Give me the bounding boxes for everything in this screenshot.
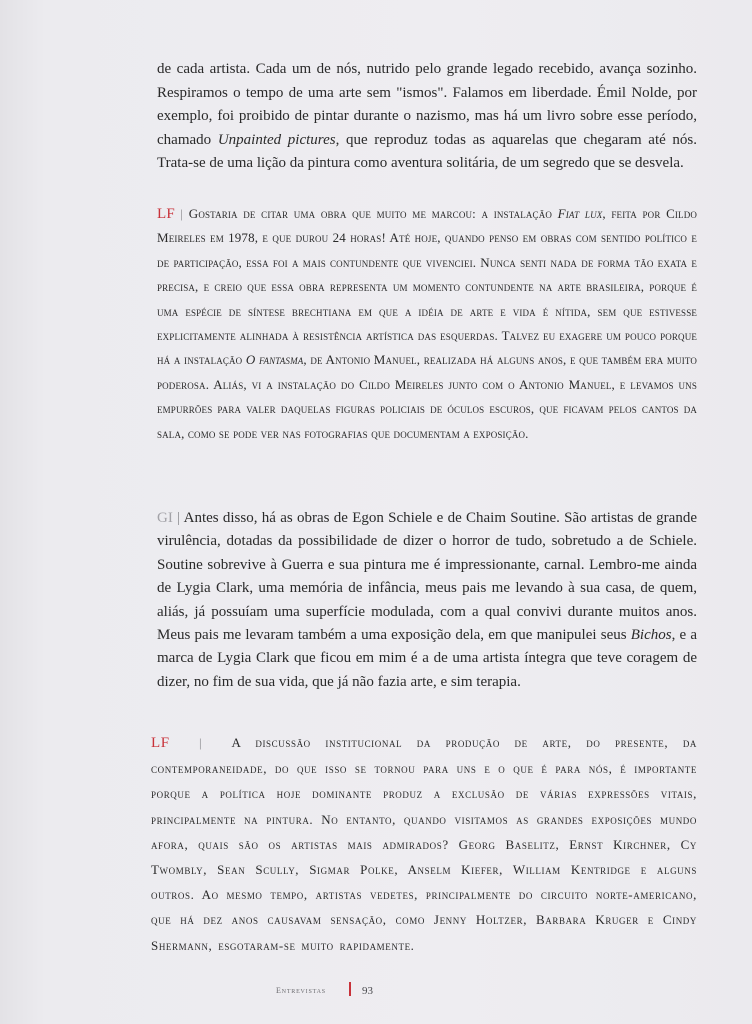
speaker-label-lf: LF	[157, 206, 175, 222]
paragraph-lf-1	[157, 202, 697, 446]
work-title-bichos: Bichos	[630, 627, 672, 644]
paragraph-continuation	[157, 58, 697, 176]
speaker-label-lf: LF	[151, 735, 170, 751]
paragraph-1-text: de cada artista. Cada um de nós, nutrido pelo grande legado recebido, avança sozinho. Respiramos o tempo de uma arte sem "ismos". Falamos em liberdade. Émil Nolde, por exemplo, foi proibido de pintar durante o nazismo, mas há um livro sobre esse período, chamado	[157, 61, 697, 148]
paragraph-1-text-end: , que reproduz todas as aquarelas que chegaram até nós. Trata-se de uma lição da pintura como aventura solitária, de um segredo que se desvela.	[157, 131, 698, 172]
paragraph-4-text: A discussão institucional da produção de arte, do presente, da contemporaneidade, do que isso se tornou para uns e o que é para nós, é importante porque a política hoje dominante produz a exclusão de várias expressões vitais, principalmente na pintura. No entanto, quando visitamos as grandes exposições mundo afora, quais são os artistas mais admirados? Georg Baselitz, Ernst Kirchner, Cy Twombly, Sean Scully, Sigmar Polke, Anselm Kiefer, William Kentridge e alguns outros. Ao mesmo tempo, artistas vedetes, principalmente do circuito norte-americano, que há dez anos causavam sensação, como Jenny Holtzer, Barbara Kruger e Cindy Shermann, esgotaram-se muito rapidamente.	[151, 735, 698, 953]
paragraph-3-text-a: Antes disso, há as obras de Egon Schiele e de Chaim Soutine. São artistas de grande virulência, dotadas da possibilidade de dizer o horror de tudo, sobretudo a de Schiele. Soutine sobrevive à Guerra e sua pintura me é impressionante, carnal. Lembro-me ainda de Lygia Clark, uma memória de infância, meus pais me levando à sua casa, de quem, aliás, já possuíam uma superfície modulada, com a qual convivi durante muitos anos. Meus pais me levaram também a uma exposição dela, em que manipulei seus	[157, 510, 697, 644]
paragraph-2-text-b: , feita por Cildo Meireles em 1978, e que durou 24 horas! Até hoje, quando penso em obras com sentido político e de participação, essa foi a mais contundente que vivenciei. Nunca senti nada de forma tão exata e precisa, e creio que essa obra representa um momento contundente na arte brasileira, porque é uma espécie de síntese brechtiana em que a idéia de arte e vida é nítida, sem que estivesse explicitamente alinhada à resistência artística das esquerdas. Talvez eu exagere um pouco porque há a instalação	[157, 206, 698, 368]
speaker-separator: |	[177, 510, 181, 526]
paragraph-gi	[157, 507, 697, 694]
speaker-label-gi: GI	[157, 510, 173, 526]
speaker-separator: |	[198, 735, 203, 750]
work-title-o-fantasma: O fantasma	[245, 352, 304, 368]
running-footer-section: Entrevistas	[276, 986, 326, 995]
paragraph-3-text-b: , e a marca de Lygia Clark que ficou em mim é a de uma artista íntegra que teve coragem de dizer, no fim de sua vida, que já não fazia arte, e sim terapia.	[157, 627, 697, 690]
paragraph-2-text-c: , de Antonio Manuel, realizada há alguns anos, e que também era muito poderosa. Aliás, vi a instalação do Cildo Meireles junto com o Antonio Manuel, e levamos uns empurrões para valer daquelas figuras policiais de óculos escuros, que ficavam pelos cantos da sala, como se pode ver nas fotografias que documentam a exposição.	[157, 352, 697, 441]
book-title-unpainted-pictures: Unpainted pictures	[217, 131, 336, 148]
paragraph-lf-2	[151, 730, 697, 958]
paragraph-2-text-a: Gostaria de citar uma obra que muito me marcou: a instalação	[188, 206, 558, 221]
speaker-separator: |	[180, 206, 184, 221]
page-number: 93	[362, 985, 373, 997]
footer-divider	[349, 982, 351, 996]
work-title-fiat-lux: Fiat lux	[557, 206, 603, 221]
